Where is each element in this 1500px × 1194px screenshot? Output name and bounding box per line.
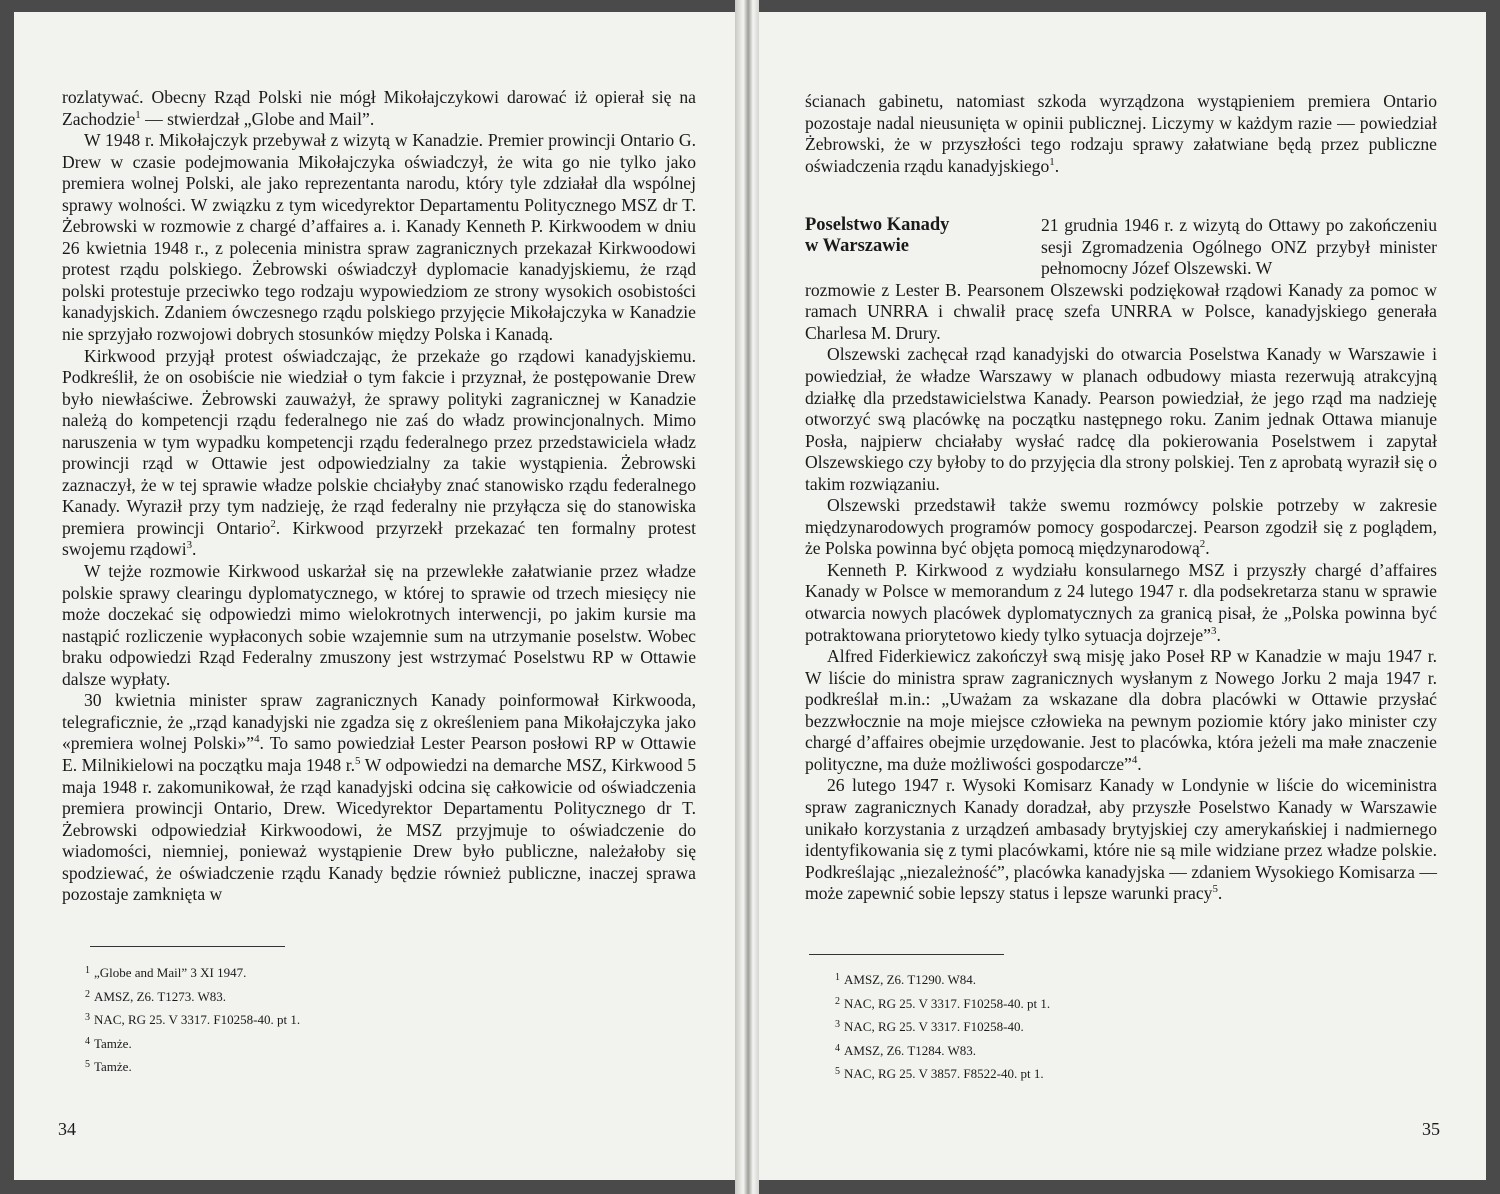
footnote-text: Tamże.: [94, 1035, 132, 1051]
footnote-ref: 5: [1212, 883, 1218, 896]
paragraph-text: rozlatywać. Obecny Rząd Polski nie mógł Mikołajczykowi darować iż opierał się na Zachodzie: [62, 87, 696, 129]
footnote-text: AMSZ, Z6. T1290. W84.: [844, 972, 977, 987]
footnote-number: 1: [835, 972, 840, 983]
footnote-divider: [809, 954, 1004, 955]
left-page: [14, 12, 742, 1180]
footnote-number: 3: [835, 1019, 840, 1031]
section-title-line: Poselstwo Kanady: [805, 215, 950, 236]
footnote-ref: 2: [270, 518, 276, 531]
paragraph: [805, 495, 1437, 560]
paragraph: [62, 87, 696, 130]
footnote: [85, 1009, 300, 1033]
paragraph: [62, 346, 696, 561]
footnote-ref: 2: [1199, 538, 1206, 551]
footnote-number: 2: [835, 995, 840, 1007]
left-page-body: [62, 87, 696, 906]
paragraph: [805, 646, 1437, 775]
right-page: [752, 12, 1486, 1180]
footnote-ref: 3: [1211, 624, 1217, 637]
footnote-number: 1: [85, 965, 90, 976]
paragraph-text: .: [1205, 538, 1210, 559]
footnote-text: AMSZ, Z6. T1273. W83.: [94, 988, 227, 1004]
paragraph: [62, 690, 696, 905]
footnote-number: 3: [85, 1012, 90, 1024]
footnote-number: 4: [85, 1035, 90, 1047]
paragraph-text: . To samo powiedział Lester Pearson posłowi RP w Ottawie E. Milnikielowi na początku maja 1948 r.: [62, 733, 697, 775]
footnote-ref: 1: [135, 108, 141, 121]
paragraph: [62, 130, 696, 345]
paragraph-text: .: [1054, 155, 1060, 176]
footnote: [85, 1056, 300, 1080]
paragraph-text: Alfred Fiderkiewicz zakończył swą misję jako Poseł RP w Kanadzie w maju 1947 r. W liście do ministra spraw zagranicznych wysłanym z Nowego Jorku 2 maja 1947 r. podkreślał m.in.: „Uważam za wskazane dla dobra placówki w Ottawie przysłać bezzwłocznie na moje miejsce człowieka na pewnym poziomie który jako minister czy chargé d’affaires obejmie urzędowanie. Jest to placówka, która jeżeli ma małe znaczenie polityczne, ma duże możliwości gospodarcze”: [805, 646, 1437, 774]
right-page-body: [805, 91, 1437, 905]
paragraph: [805, 560, 1437, 646]
paragraph-text: Kirkwood przyjął protest oświadczając, że przekaże go rządowi kanadyjskiemu. Podkreślił, że on osobiście nie wiedział o tym fakcie i przyznał, że postępowanie Drew było niewłaściwe. Żebrowski zauważył, że sprawy polityki zagranicznej w Kanadzie należą do kompetencji rządu federalnego nie zaś do władz prowincjonalnych. Mimo naruszenia w tym wypadku kompetencji rządu federalnego przez przedstawiciela władz prowincji rząd w Ottawie jest odpowiedzialny za takie wystąpienia. Żebrowski zaznaczył, że w tej sprawie władze polskie chciałyby znać stanowisko rządu federalnego Kanady. Wyraził przy tym nadzieję, że rząd federalny nie przyłącza się do stanowiska premiera prowincji Ontario: [62, 345, 696, 538]
footnote: [835, 993, 1050, 1017]
footnote-number: 5: [85, 1059, 90, 1071]
paragraph-text: .: [1137, 753, 1142, 774]
footnote: [835, 969, 1050, 993]
section-heading-block: [805, 215, 1437, 280]
left-footnotes: [85, 962, 300, 1080]
footnote-text: NAC, RG 25. V 3317. F10258-40. pt 1.: [94, 1012, 301, 1028]
paragraph-text: ścianach gabinetu, natomiast szkoda wyrządzona wystąpieniem premiera Ontario pozostaje nadal nieusunięta w opinii publicznej. Liczymy w każdym razie — powiedział Żebrowski, że w przyszłości tego rodzaju sprawy załatwiane będą przez publiczne oświadczenia rządu kanadyjskiego: [805, 91, 1437, 176]
paragraph-text: W odpowiedzi na demarche MSZ, Kirkwood 5 maja 1948 r. zakomunikował, że rząd kanadyjski odcina się całkowicie od oświadczenia premiera prowincji Ontario, Drew. Wicedyrektor Departamentu Politycznego dr T. Żebrowski odpowiedział Kirkwoodowi, że MSZ przyjmuje to oświadczenie do wiadomości, niemniej, ponieważ wystąpienie Drew było publiczne, należałoby się spodziewać, że oświadczenie rządu Kanady będzie również publiczne, inaczej sprawa pozostaje zamknięta w: [62, 754, 696, 905]
paragraph-text: . Kirkwood przyrzekł przekazać ten formalny protest swojemu rządowi: [62, 517, 697, 560]
footnote-ref: 3: [186, 539, 193, 552]
footnote-ref: 5: [355, 755, 361, 768]
paragraph-text: W tejże rozmowie Kirkwood uskarżał się na przewlekłe załatwianie przez władze polskie sprawy clearingu dyplomatycznego, w której to sprawie od trzech miesięcy nie może doczekać się odpowiedzi mimo wielokrotnych interwencji, po jakim kursie ma nastąpić rozliczenie wypłaconych sobie wzajemnie sum na utrzymanie poselstw. Wobec braku odpowiedzi Rząd Federalny zmuszony jest wstrzymać Poselstwu RP w Ottawie dalsze wypłaty.: [62, 561, 696, 689]
footnote-number: 5: [835, 1066, 840, 1078]
footnote: [85, 962, 300, 986]
paragraph: [805, 91, 1437, 177]
page-number: 34: [58, 1119, 76, 1139]
page-number: 35: [1422, 1119, 1440, 1139]
footnote-number: 4: [835, 1042, 840, 1054]
footnote-text: NAC, RG 25. V 3857. F8522-40. pt 1.: [844, 1066, 1044, 1082]
footnote-ref: 4: [1131, 754, 1138, 766]
section-title: [805, 215, 1041, 257]
paragraph-text: rozmowie z Lester B. Pearsonem Olszewski podziękował rządowi Kanady za pomoc w ramach UNRRA i chwalił pracę szefa UNRRA w Polsce, kanadyjskiego generała Charlesa M. Drury.: [805, 279, 1437, 343]
footnote-text: NAC, RG 25. V 3317. F10258-40.: [844, 1019, 1024, 1035]
footnote-divider: [90, 946, 285, 947]
paragraph-text: 26 lutego 1947 r. Wysoki Komisarz Kanady w Londynie w liście do wiceministra spraw zagranicznych Kanady doradzał, aby przyszłe Poselstwo Kanady w Warszawie unikało korzystania z urządzeń ambasady brytyjskiej czy amerykańskiej i nadmiernego identyfikowania się z tymi placówkami, które nie są mile widziane przez władze polskie. Podkreślając „niezależność”, placówka kanadyjska — zdaniem Wysokiego Komisarza — może zapewnić sobie lepszy status i lepsze warunki pracy: [805, 775, 1437, 904]
footnote-number: 2: [85, 988, 90, 1000]
paragraph: [805, 280, 1437, 345]
footnote: [835, 1040, 1050, 1064]
section-first-paragraph: 21 grudnia 1946 r. z wizytą do Ottawy po zakończeniu sesji Zgromadzenia Ogólnego ONZ przybył minister pełnomocny Józef Olszewski. W: [1041, 215, 1437, 279]
paragraph-text: Olszewski zachęcał rząd kanadyjski do otwarcia Poselstwa Kanady w Warszawie i powiedział, że władze Warszawy w planach odbudowy miasta rezerwują atrakcyjną działkę dla przedstawicielstwa Kanady. Pearson powiedział, że jego rząd ma nadzieję otworzyć swą placówkę na początku następnego roku. Zanim jednak Ottawa mianuje Posła, najpierw chciałaby wysłać radcę dla pokierowania Poselstwem i zapytał Olszewskiego czy byłoby to do przyjęcia dla strony polskiej. Ten z aprobatą wyraził się o takim rozwiązaniu.: [805, 344, 1437, 494]
footnote: [835, 1016, 1050, 1040]
paragraph: [805, 344, 1437, 495]
paragraph-text: Kenneth P. Kirkwood z wydziału konsularnego MSZ i przyszły chargé d’affaires Kanady w Polsce w memorandum z 24 lutego 1947 r. dla podsekretarza stanu w sprawie otwarcia nowych placówek dyplomatycznych za granicą pisał, że „Polska powinna być potraktowana priorytetowo kiedy tylko sytuacja dojrzeje”: [805, 559, 1437, 645]
paragraph-text: — stwierdzał „Globe and Mail”.: [140, 108, 375, 129]
paragraph: [805, 775, 1437, 904]
footnote: [835, 1063, 1050, 1087]
footnote: [85, 986, 300, 1010]
paragraph-text: Olszewski przedstawił także swemu rozmówcy polskie potrzeby w zakresie międzynarodowych programów pomocy gospodarczej. Pearson zgodził się z poglądem, że Polska powinna być objęta pomocą międzynarodową: [805, 495, 1437, 559]
footnote-text: NAC, RG 25. V 3317. F10258-40. pt 1.: [844, 995, 1051, 1011]
paragraph: [62, 561, 696, 690]
right-footnotes: [835, 969, 1050, 1087]
paragraph-text: 30 kwietnia minister spraw zagranicznych Kanady poinformował Kirkwooda, telegraficznie, że „rząd kanadyjski nie zgadza się z określeniem pana Mikołajczyka jako «premiera wolnej Polski»”: [62, 690, 696, 754]
footnote-text: Tamże.: [94, 1059, 132, 1075]
footnote-ref: 1: [1049, 155, 1055, 168]
footnote-ref: 4: [254, 733, 260, 746]
book-gutter: [735, 0, 759, 1194]
footnote-text: AMSZ, Z6. T1284. W83.: [844, 1042, 977, 1058]
footnote: [85, 1033, 300, 1057]
footnote-text: „Globe and Mail” 3 XI 1947.: [94, 965, 247, 980]
paragraph-text: .: [192, 539, 197, 560]
section-title-line: w Warszawie: [805, 236, 909, 257]
paragraph-text: .: [1216, 624, 1221, 645]
paragraph-text: W 1948 r. Mikołajczyk przebywał z wizytą w Kanadzie. Premier prowincji Ontario G. Drew w czasie podejmowania Mikołajczyka oświadczył, że wita go nie tylko jako premiera wolnej Polski, ale jako reprezentanta narodu, który tyle zdziałał dla wspólnej sprawy wolności. W związku z tym wicedyrektor Departamentu Politycznego MSZ dr T. Żebrowski w rozmowie z chargé d’affaires a. i. Kanady Kenneth P. Kirkwoodem w dniu 26 kwietnia 1948 r., z polecenia ministra spraw zagranicznych przekazał Kirkwoodowi protest rządu polskiego. Żebrowski oświadczył dyplomacie kanadyjskiemu, że rząd polski protestuje przeciwko tego rodzaju wypowiedziom ze strony wysokich osobistości kanadyjskich. Zdaniem ówczesnego rządu polskiego przyjęcie Mikołajczyka w Kanadzie nie sprzyjało rozwojowi dobrych stosunków między Polska i Kanadą.: [62, 130, 696, 345]
paragraph-text: .: [1217, 883, 1223, 904]
